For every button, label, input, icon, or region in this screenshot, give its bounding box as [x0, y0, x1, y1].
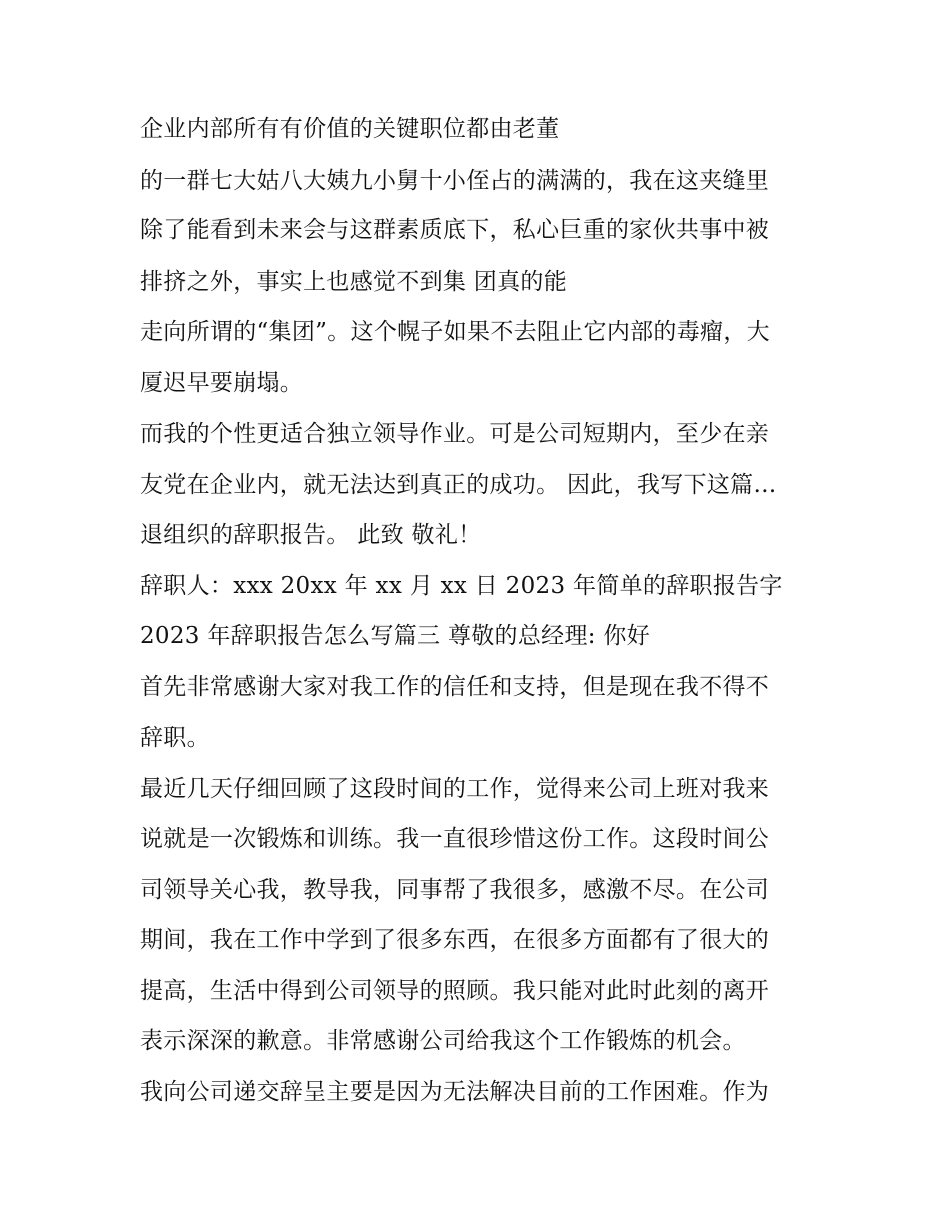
text-line: 的一群七大姑八大姨九小舅十小侄占的满满的，我在这夹缝里	[140, 168, 770, 194]
text-line: 友党在企业内，就无法达到真正的成功。 因此，我写下这篇…	[140, 472, 777, 498]
text-line: 提高，生活中得到公司领导的照顾。我只能对此时此刻的离开	[140, 978, 770, 1004]
text-line: 首先非常感谢大家对我工作的信任和支持，但是现在我不得不	[140, 674, 770, 700]
text-line: 最近几天仔细回顾了这段时间的工作，觉得来公司上班对我来	[140, 776, 770, 802]
text-line: 司领导关心我，教导我，同事帮了我很多，感激不尽。在公司	[140, 877, 770, 903]
text-line: 而我的个性更适合独立领导作业。可是公司短期内，至少在亲	[140, 421, 770, 447]
text-line: 走向所谓的“集团”。这个幌子如果不去阻止它内部的毒瘤，大	[140, 319, 770, 345]
text-line: 说就是一次锻炼和训练。我一直很珍惜这份工作。这段时间公	[140, 826, 770, 852]
text-line: 退组织的辞职报告。 此致 敬礼！	[140, 522, 482, 548]
text-line: 期间，我在工作中学到了很多东西，在很多方面都有了很大的	[140, 927, 770, 953]
text-line: 厦迟早要崩塌。	[140, 370, 304, 396]
text-line: 除了能看到未来会与这群素质底下，私心巨重的家伙共事中被	[140, 217, 770, 243]
text-line: 2023 年辞职报告怎么写篇三 尊敬的总经理: 你好	[140, 623, 651, 649]
text-line: 辞职。	[140, 725, 210, 751]
text-line: 我向公司递交辞呈主要是因为无法解决目前的工作困难。作为	[140, 1079, 770, 1105]
text-line: 排挤之外，事实上也感觉不到集 团真的能	[140, 269, 568, 295]
text-line: 企业内部所有有价值的关键职位都由老董	[140, 116, 560, 142]
text-line: 辞职人：xxx 20xx 年 xx 月 xx 日 2023 年简单的辞职报告字	[140, 573, 783, 599]
text-line: 表示深深的歉意。非常感谢公司给我这个工作锻炼的机会。	[140, 1028, 746, 1054]
